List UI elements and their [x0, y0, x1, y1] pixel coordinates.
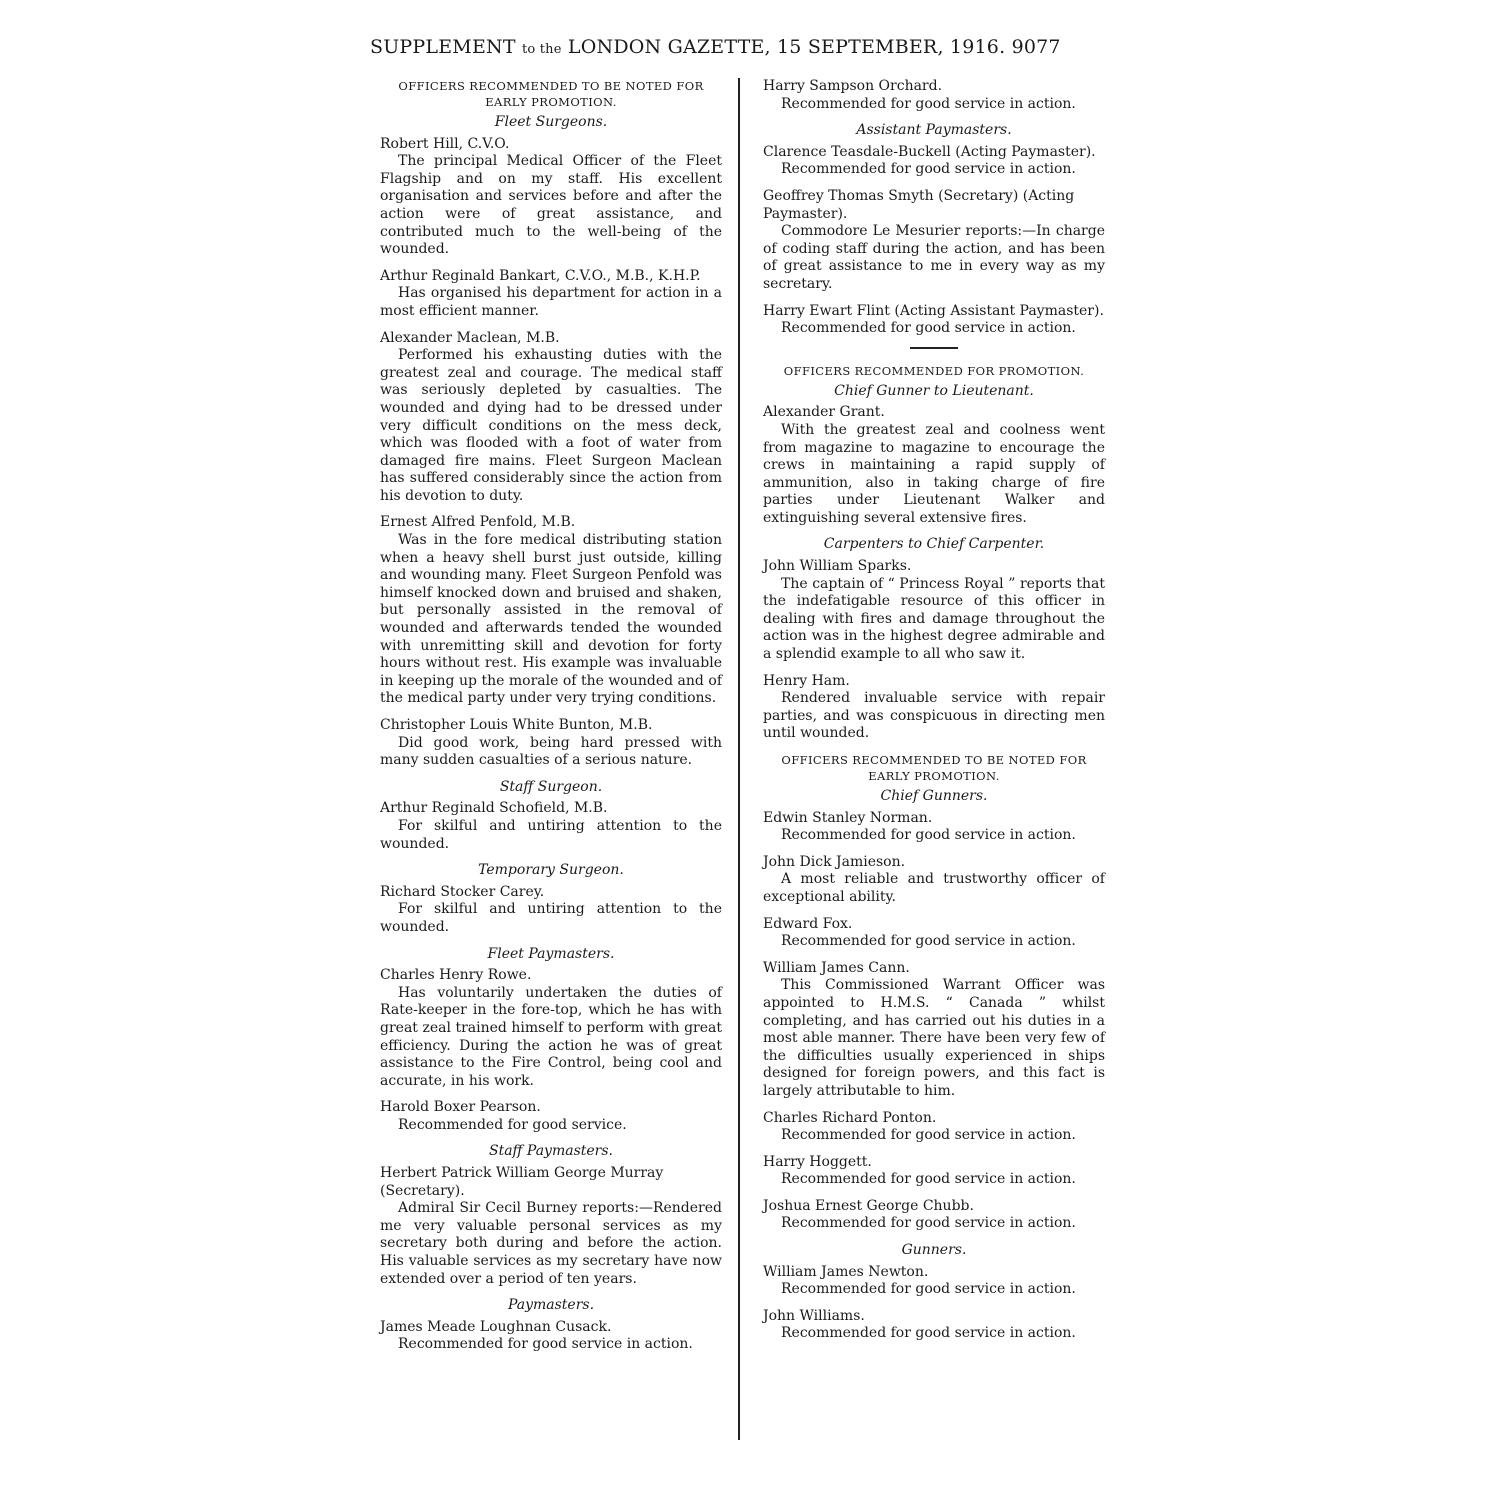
officer-name: Charles Richard Ponton. — [763, 1109, 937, 1126]
list-item — [380, 1099, 722, 1134]
header-gazette-date: LONDON GAZETTE, 15 SEPTEMBER, 1916. — [567, 36, 1006, 58]
citation-text: Recommended for good service in action. — [781, 161, 1076, 178]
citation-text: Has organised his department for action in a most efficient manner. — [380, 285, 722, 319]
officer-name: Geoffrey Thomas Smyth (Secretary) (Acting Paymaster). — [763, 187, 1075, 222]
list-item — [763, 1110, 1105, 1145]
officer-name: Harold Boxer Pearson. — [380, 1099, 541, 1116]
list-item — [763, 673, 1105, 743]
officer-name: Alexander Maclean, M.B. — [380, 329, 560, 346]
list-item — [380, 1165, 722, 1288]
subheading-chief-gunners: Chief Gunners. — [880, 788, 988, 804]
citation-text: Did good work, being hard pressed with many sudden casualties of a serious nature. — [380, 734, 722, 769]
list-item — [763, 810, 1105, 845]
subheading-fleet-surgeons: Fleet Surgeons. — [494, 114, 608, 130]
header-supplement: SUPPLEMENT — [370, 36, 516, 58]
citation-text: Admiral Sir Cecil Burney reports:—Rendered me very valuable personal services as my secretary both during and before the action. His valuable services as my secretary have now extended over a period of ten years. — [380, 1200, 722, 1287]
subheading-carpenters: Carpenters to Chief Carpenter. — [823, 536, 1045, 553]
citation-text: Has voluntarily undertaken the duties of Rate-keeper in the fore-top, which he has with great zeal trained himself to perform with great efficiency. During the action he was of great assistance to the Fire Control, being cool and accurate, in his work. — [380, 984, 722, 1089]
citation-text: Recommended for good service in action. — [781, 95, 1076, 112]
officer-name: Edward Fox. — [763, 915, 853, 932]
subheading-temporary-surgeon: Temporary Surgeon. — [478, 862, 624, 879]
column-divider — [738, 78, 740, 1440]
citation-text: With the greatest zeal and coolness went from magazine to magazine to encourage the crews in maintaining a rapid supply of ammunition, also in taking charge of fire parties under Lieutenant Walker and extinguishing several extensive fires. — [763, 421, 1105, 526]
officer-name: Alexander Grant. — [763, 404, 885, 421]
officer-name: Christopher Louis White Bunton, M.B. — [380, 717, 653, 733]
citation-text: Recommended for good service in action. — [781, 1281, 1076, 1298]
subheading-gunners: Gunners. — [901, 1242, 967, 1259]
subheading-chief-gunner-to-lieutenant: Chief Gunner to Lieutenant. — [834, 382, 1034, 399]
section-heading-early-promotion-2: OFFICERS RECOMMENDED TO BE NOTED FOR EARLY PROMOTION. — [781, 753, 1087, 783]
list-item — [763, 558, 1105, 664]
list-item — [763, 404, 1105, 527]
list-item — [380, 717, 722, 770]
list-item — [380, 330, 722, 506]
citation-text: For skilful and untiring attention to the wounded. — [380, 817, 722, 852]
officer-name: Harry Hoggett. — [763, 1153, 872, 1170]
section-heading-promotion: OFFICERS RECOMMENDED FOR PROMOTION. — [783, 363, 1085, 378]
subheading-staff-paymasters: Staff Paymasters. — [488, 1143, 614, 1160]
list-item — [380, 514, 722, 708]
list-item — [763, 916, 1105, 951]
officer-name: William James Newton. — [763, 1263, 929, 1280]
officer-name: Arthur Reginald Bankart, C.V.O., M.B., K.H.P. — [380, 267, 701, 284]
citation-text: Recommended for good service in action. — [781, 1215, 1076, 1232]
officer-name: Harry Sampson Orchard. — [763, 78, 943, 94]
citation-text: Recommended for good service in action. — [781, 827, 1076, 844]
officer-name: Clarence Teasdale-Buckell (Acting Paymaster). — [763, 143, 1096, 160]
officer-name: John William Sparks. — [763, 558, 912, 575]
list-item — [763, 144, 1105, 179]
officer-name: Henry Ham. — [763, 672, 850, 689]
officer-name: James Meade Loughnan Cusack. — [380, 1318, 612, 1335]
list-item — [763, 188, 1105, 294]
citation-text: Performed his exhausting duties with the greatest zeal and courage. The medical staff was seriously depleted by casualties. The wounded and dying had to be dressed under very difficult conditions on the mess deck, which was flooded with a foot of water from damaged fire mains. Fleet Surgeon Maclean has suffered considerably since the action from his devotion to duty. — [380, 347, 722, 504]
citation-text: Rendered invaluable service with repair parties, and was conspicuous in directing men until wounded. — [763, 690, 1105, 742]
left-column — [380, 78, 722, 1363]
header-page-number: 9077 — [1011, 36, 1061, 58]
officer-name: Richard Stocker Carey. — [380, 883, 545, 900]
list-item — [763, 1308, 1105, 1343]
list-item — [763, 1264, 1105, 1299]
subheading-paymasters: Paymasters. — [507, 1297, 595, 1314]
subheading-fleet-paymasters: Fleet Paymasters. — [487, 945, 615, 962]
citation-text: Recommended for good service in action. — [781, 1127, 1076, 1144]
list-item — [763, 78, 1105, 113]
list-item — [380, 800, 722, 853]
citation-text: The captain of “ Princess Royal ” reports that the indefatigable resource of this officer in dealing with fires and damage throughout the action was in the highest degree admirable and a splendid example to all who saw it. — [763, 575, 1105, 663]
right-column — [763, 78, 1105, 1352]
citation-text: Commodore Le Mesurier reports:—In charge of coding staff during the action, and has been of great assistance to me in every way as my secretary. — [763, 223, 1105, 292]
header-to-the: to the — [521, 42, 562, 57]
officer-name: Robert Hill, C.V.O. — [380, 135, 510, 152]
page-header — [370, 36, 1110, 58]
list-item — [380, 136, 722, 259]
citation-text: Recommended for good service in action. — [398, 1336, 693, 1353]
officer-name: William James Cann. — [763, 959, 910, 976]
citation-text: This Commissioned Warrant Officer was appointed to H.M.S. “ Canada ” whilst completing, and has carried out his duties in a most able manner. There have been very few of the difficulties usually experienced in ships designed for foreign powers, and this fact is largely attributable to him. — [763, 977, 1105, 1099]
list-item — [763, 1198, 1105, 1233]
officer-name: John Dick Jamieson. — [763, 853, 906, 870]
officer-name: John Williams. — [763, 1307, 865, 1324]
citation-text: Recommended for good service. — [398, 1116, 627, 1133]
list-item — [763, 303, 1105, 338]
section-rule — [910, 347, 958, 349]
list-item — [380, 967, 722, 1090]
citation-text: For skilful and untiring attention to the wounded. — [380, 901, 722, 935]
list-item — [380, 1319, 722, 1354]
officer-name: Arthur Reginald Schofield, M.B. — [380, 800, 608, 817]
citation-text: The principal Medical Officer of the Fleet Flagship and on my staff. His excellent organisation and services before and after the action were of great assistance, and contributed much to the well-being of the wounded. — [380, 153, 722, 258]
officer-name: Joshua Ernest George Chubb. — [763, 1197, 974, 1214]
officer-name: Charles Henry Rowe. — [380, 967, 532, 984]
list-item — [763, 854, 1105, 907]
officer-name: Harry Ewart Flint (Acting Assistant Paymaster). — [763, 302, 1104, 319]
subheading-assistant-paymasters: Assistant Paymasters. — [856, 122, 1012, 139]
officer-name: Ernest Alfred Penfold, M.B. — [380, 514, 576, 531]
list-item — [380, 268, 722, 321]
citation-text: Recommended for good service in action. — [781, 1171, 1076, 1188]
section-heading-early-promotion: OFFICERS RECOMMENDED TO BE NOTED FOR EARLY PROMOTION. — [398, 79, 704, 109]
list-item — [380, 884, 722, 937]
officer-name: Herbert Patrick William George Murray (Secretary). — [380, 1165, 664, 1199]
citation-text: Was in the fore medical distributing station when a heavy shell burst just outside, killing and wounding many. Fleet Surgeon Penfold was himself knocked down and bruised and shaken, but personally assisted in the removal of wounded and afterwards tended the wounded with unremitting skill and devotion for forty hours without rest. His example was invaluable in keeping up the morale of the wounded and of the medical party under very trying conditions. — [380, 532, 722, 707]
subheading-staff-surgeon: Staff Surgeon. — [499, 778, 603, 795]
citation-text: A most reliable and trustworthy officer of exceptional ability. — [763, 871, 1105, 905]
citation-text: Recommended for good service in action. — [781, 320, 1076, 337]
list-item — [763, 1154, 1105, 1189]
officer-name: Edwin Stanley Norman. — [763, 809, 933, 826]
citation-text: Recommended for good service in action. — [781, 933, 1076, 950]
list-item — [763, 960, 1105, 1101]
citation-text: Recommended for good service in action. — [781, 1325, 1076, 1342]
